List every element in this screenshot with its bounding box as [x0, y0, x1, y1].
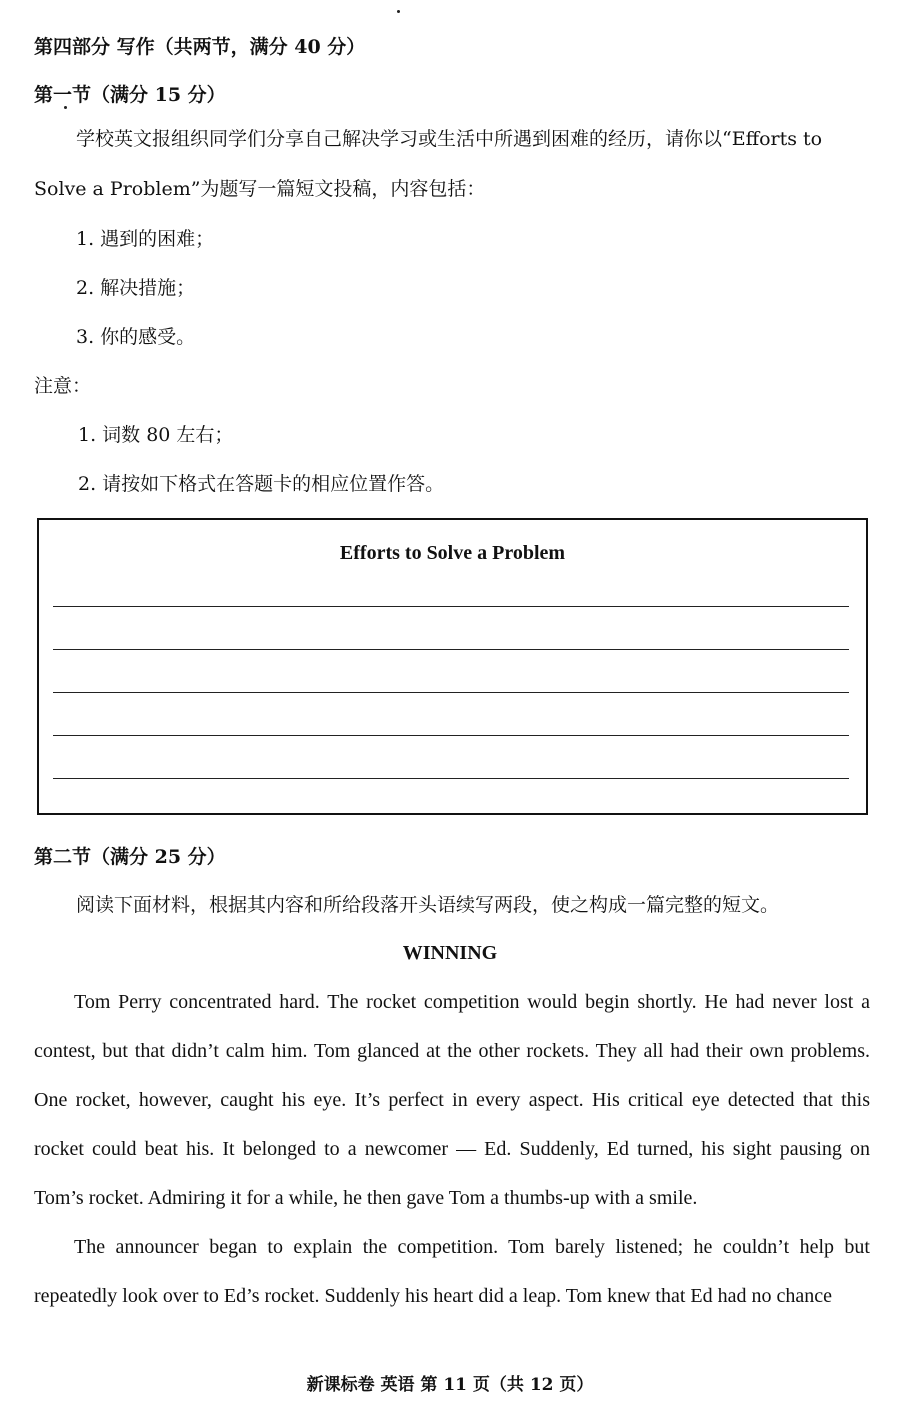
writing-line [53, 606, 849, 607]
writing-line [53, 735, 849, 736]
writing-line [53, 649, 849, 650]
writing-line [53, 692, 849, 693]
part1-intro-line1: 学校英文报组织同学们分享自己解决学习或生活中所遇到困难的经历，请你以“Efforts to [76, 128, 823, 150]
answer-format-box [37, 518, 868, 815]
page-footer: 新课标卷 英语 第 11 页（共 12 页） [306, 1375, 594, 1395]
answer-box-title: Efforts to Solve a Problem [339, 542, 566, 564]
content-item-1: 1. 遇到的困难； [76, 228, 215, 250]
section-heading: 第四部分 写作（共两节，满分 40 分） [34, 36, 366, 58]
part1-heading: 第一节（满分 15 分） [34, 84, 226, 106]
scan-speck [397, 10, 400, 13]
notes-label: 注意： [34, 375, 92, 397]
story-paragraph-2: The announcer began to explain the competition. Tom barely listened; he couldn’t help but repeatedly look over to Ed’s rocket. Suddenly his heart did a leap. Tom knew that Ed had no chance [34, 1236, 870, 1307]
story-paragraph-1: Tom Perry concentrated hard. The rocket competition would begin shortly. He had never lost a contest, but that didn’t calm him. Tom glanced at the other rockets. They all had their own problems. One rocket, however, caught his eye. It’s perfect in every aspect. His critical eye detected that this rocket could beat his. It belonged to a newcomer — Ed. Suddenly, Ed turned, his sight pausing on Tom’s rocket. Admiring it for a while, he then gave Tom a thumbs-up with a smile. [34, 991, 870, 1209]
part2-heading: 第二节（满分 25 分） [34, 846, 226, 868]
story-title: WINNING [402, 942, 498, 964]
writing-line [53, 778, 849, 779]
part1-intro-line2: Solve a Problem”为题写一篇短文投稿，内容包括： [34, 178, 486, 200]
content-item-2: 2. 解决措施； [76, 277, 196, 299]
content-item-3: 3. 你的感受。 [76, 326, 196, 348]
note-item-2: 2. 请按如下格式在答题卡的相应位置作答。 [78, 473, 445, 495]
note-item-1: 1. 词数 80 左右； [78, 424, 234, 446]
part2-instruction: 阅读下面材料，根据其内容和所给段落开头语续写两段，使之构成一篇完整的短文。 [76, 894, 780, 916]
